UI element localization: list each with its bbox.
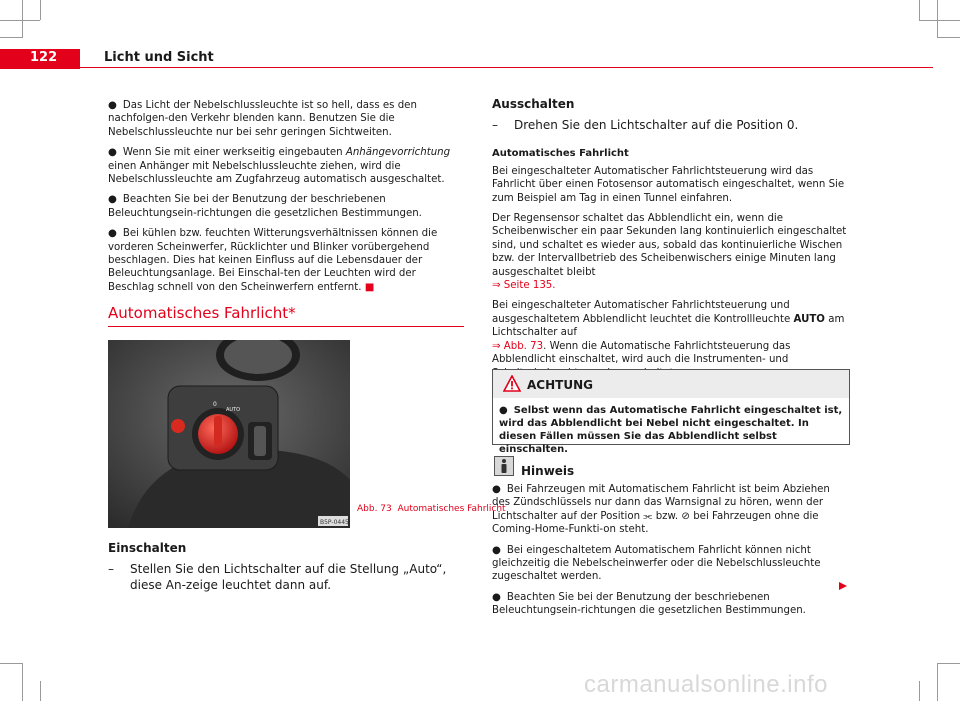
section-title: Automatisches Fahrlicht* [108,304,296,322]
crop-mark [919,681,920,701]
warning-box [492,369,850,455]
watermark: carmanualsonline.info [584,671,828,698]
crop-mark [0,20,40,21]
figure-caption [357,504,506,515]
ausschalten-title: Ausschalten [492,97,575,111]
bullet-item: ● Bei eingeschaltetem Automatischem Fahrlicht können nicht gleichzeitig die Nebelscheinwerfer oder die Nebelschlussleuchte zugeschaltet werden. [492,544,821,583]
paragraph: Bei eingeschalteter Automatischer Fahrlichtsteuerung und ausgeschaltetem Abblendlicht leuchtet die Kontrollleuchte AUTO am Lichtschalter auf ⇒ Abb. 73. Wenn die Automatische Fahrlichtsteuerung das Abblendlicht einschaltet, wird auch die Instrumenten- und [492,300,845,366]
bullet-item: ● Bei Fahrzeugen mit Automatischem Fahrlicht ist beim Abziehen des Zündschlüssels nur dann das Warnsignal zu hören, wenn der Lichtschalter auf der Position ⫘ bzw. ⊘ bei Fahrzeugen ohne die Coming-Home-Funkti-on steht. [492,484,830,536]
einschalten-title: Einschalten [108,541,187,555]
bullet-item: ● Das Licht der Nebelschlussleuchte ist so hell, dass es den nachfolgen-den Verkehr blenden kann. Benutzen Sie die Nebelschlussleuchte nur bei sehr geringen Sichtweiten. [108,100,417,138]
crop-mark [40,0,41,20]
note-icon [494,456,514,476]
crop-mark [40,681,41,701]
hinweis-title: Hinweis [521,464,575,478]
warning-title: ACHTUNG [527,378,593,392]
crop-mark [938,663,960,664]
figure-code: B5P-0445 [320,519,349,526]
page-number: 122 [30,50,58,65]
auto-indicator-icon: AUTO [793,313,825,325]
paragraph: Bei eingeschalteter Automatischer Fahrlichtsteuerung wird das Fahrlicht über einen Fotosensor automatisch eingeschaltet, wenn Sie zum Beispiel am Tag in einen Tunnel einfahren. [492,165,845,204]
warning-header [493,370,849,398]
light-off-icon: ⊘ [681,510,690,522]
einschalten-step: – Stellen Sie den Lichtschalter auf die Stellung „Auto“, diese An-zeige leuchtet dann auf. [108,562,447,593]
bullet-item: ● Wenn Sie mit einer werkseitig eingebauten Anhängevorrichtung einen Anhänger mit Nebelschlussleuchte ziehen, wird die Nebelschlussleuchte am Zugfahrzeug automatisch ausgeschaltet. [108,147,451,186]
ausschalten-step: – Drehen Sie den Lichtschalter auf die Position 0. [492,118,799,133]
right-column-text [492,98,848,387]
switch-auto-label: AUTO [226,407,241,413]
crop-mark [937,0,938,38]
crop-mark [22,0,23,38]
section-rule [108,326,464,327]
crop-mark [0,37,22,38]
figure-caption-text: Automatisches Fahrlicht [397,504,506,514]
auto-fahrlicht-title: Automatisches Fahrlicht [492,148,629,160]
crop-mark [919,20,960,21]
paragraph: Der Regensensor schaltet das Abblendlicht ein, wenn die Scheibenwischer ein paar Sekunden lang kontinuierlich eingeschaltet sind, und schaltet es wieder aus, sobald das kontinuierliche Wischen bzw. der Intervallbetrieb des Scheibenwischers einige Minuten lang ausgeschaltet bleibt ⇒ Seite 135. [492,213,847,292]
warning-text: ● Selbst wenn das Automatische Fahrlicht eingeschaltet ist, wird das Abblendlicht bei Nebel nicht eingeschaltet. In diesen Fällen müssen Sie das Abblendlicht selbst einschalten. [499,405,843,455]
einschalten-block [108,542,464,593]
crop-mark [937,663,938,701]
bullet-item: ● Beachten Sie bei der Benutzung der beschriebenen Beleuchtungsein-richtungen die gesetzlichen Bestimmungen. [108,194,422,219]
figure-caption-number: Abb. 73 [357,504,392,514]
page-ref-link[interactable]: ⇒ Seite 135. [492,280,556,292]
crop-mark [938,37,960,38]
continue-arrow-icon [838,581,848,591]
bullet-item: ● Beachten Sie bei der Benutzung der beschriebenen Beleuchtungsein-richtungen die gesetzlichen Bestimmungen. [492,591,806,617]
switch-pos-0-label: 0 [213,401,217,408]
crop-mark [919,0,920,20]
figure-ref-link[interactable]: ⇒ Abb. 73 [492,340,544,352]
end-mark: ■ [364,281,375,293]
crop-mark [22,663,23,701]
page-header-title: Licht und Sicht [104,50,214,65]
crop-mark [0,663,22,664]
warning-triangle-icon [503,375,521,392]
figure-light-switch-photo [108,340,350,528]
left-bullet-list [108,99,464,301]
parking-light-icon: ⫘ [643,510,653,522]
header-rule [80,67,933,68]
bullet-item: ● Bei kühlen bzw. feuchten Witterungsverhältnissen können die vorderen Scheinwerfer, Rücklichter und Blinker vorübergehend beschlagen. Dies hat keinen Einfluss auf die Lebensdauer der Beleuchtungsanlage. Bei Einschal-ten der Leuchten wird der Beschlag schnell von den Scheinwerfern entfernt. ■ [108,228,438,293]
hinweis-list [492,483,848,625]
